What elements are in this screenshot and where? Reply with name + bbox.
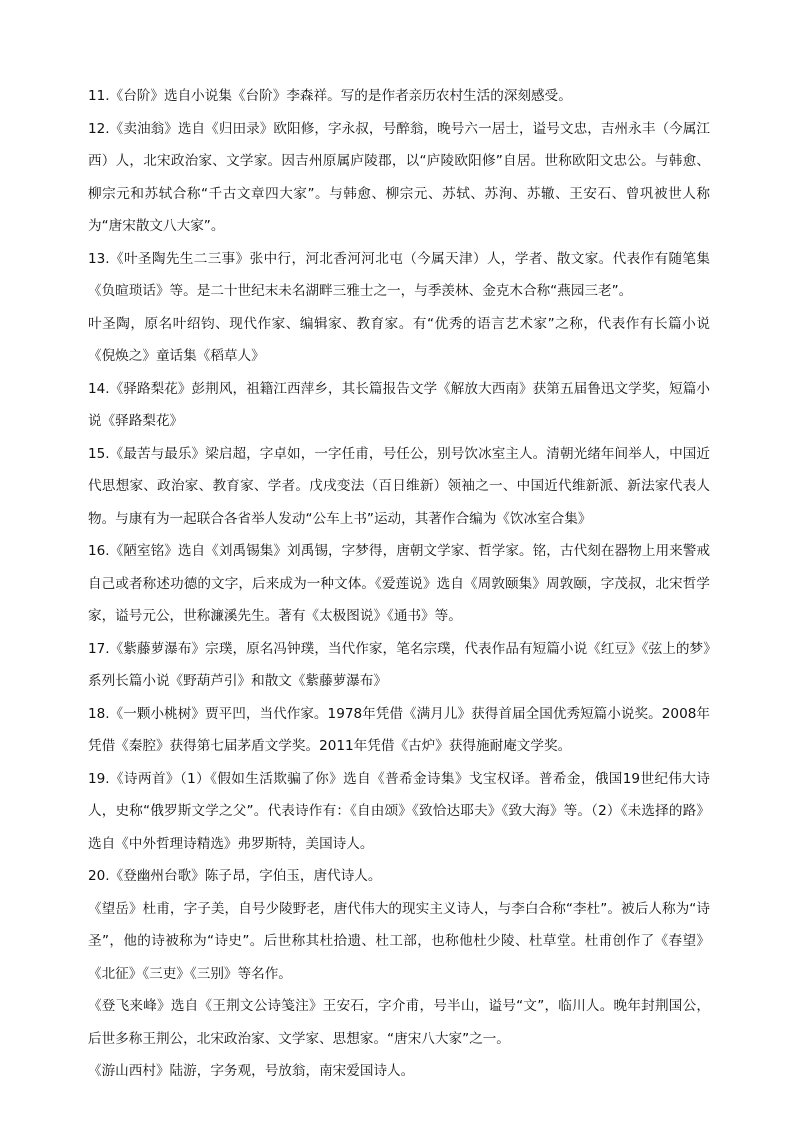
note-20-youshanxicun: 《游山西村》陆游，字务观，号放翁，南宋爱国诗人。 [88,1063,415,1079]
note-18-xiaotaoshu: 18.《一颗小桃树》贾平凹，当代作家。1978年凭借《满月儿》获得首届全国优秀短篇小说奖。2008年凭借《秦腔》获得第七届茅盾文学奖。2011年凭借《古炉》获得施耐庵文学奖。 [88,705,710,754]
note-13-yeshengtao: 13.《叶圣陶先生二三事》张中行，河北香河河北屯（今属天津）人，学者、散文家。代表作有随笔集《负暄琐话》等。是二十世纪末未名湖畔三雅士之一，与季羡林、金克木合称“燕园三老”。 [88,250,710,299]
note-20-dengfeilaifeng: 《登飞来峰》选自《王荆文公诗笺注》王安石，字介甫，号半山，谥号“文”，临川人。晚年封荆国公，后世多称王荆公，北宋政治家、文学家、思想家。“唐宋八大家”之一。 [88,998,710,1047]
note-11-taijie: 11.《台阶》选自小说集《台阶》李森祥。写的是作者亲历农村生活的深刻感受。 [88,88,572,104]
note-12-maiyouweng: 12.《卖油翁》选自《归田录》欧阳修，字永叔，号醉翁，晚号六一居士，谥号文忠，吉州永丰（今属江西）人，北宋政治家、文学家。因吉州原属庐陵郡，以“庐陵欧阳修”自居。世称欧阳文忠公。与韩愈、柳宗元和苏轼合称“千古文章四大家”。与韩愈、柳宗元、苏轼、苏洵、苏辙、王安石、曾巩被世人称为“唐宋散文八大家”。 [88,120,710,234]
document-page [88,80,710,1088]
note-16-loushiming: 16.《陋室铭》选自《刘禹锡集》刘禹锡，字梦得，唐朝文学家、哲学家。铭，古代刻在器物上用来警戒自己或者称述功德的文字，后来成为一种文体。《爱莲说》选自《周敦颐集》周敦颐，字茂叔，北宋哲学家，谥号元公，世称濂溪先生。著有《太极图说》《通书》等。 [88,543,710,624]
note-19-shiliangshou: 19.《诗两首》（1）《假如生活欺骗了你》选自《普希金诗集》戈宝权译。普希金，俄国19世纪伟大诗人，史称“俄罗斯文学之父”。代表诗作有：《自由颂》《致恰达耶夫》《致大海》等。（2）《未选择的路》选自《中外哲理诗精选》弗罗斯特，美国诗人。 [88,770,710,852]
note-14-yilulihua: 14.《驿路梨花》彭荆风，祖籍江西萍乡，其长篇报告文学《解放大西南》获第五届鲁迅文学奖，短篇小说《驿路梨花》 [88,380,710,429]
note-13-yeshengtao-bio: 叶圣陶，原名叶绍钧、现代作家、编辑家、教育家。有“优秀的语言艺术家”之称，代表作有长篇小说《倪焕之》童话集《稻草人》 [88,315,710,364]
note-20-dengyouzhou: 20.《登幽州台歌》陈子昂，字伯玉，唐代诗人。 [88,868,382,884]
note-20-wangyue: 《望岳》杜甫，字子美，自号少陵野老，唐代伟大的现实主义诗人，与李白合称“李杜”。被后人称为“诗圣”，他的诗被称为“诗史”。后世称其杜拾遗、杜工部，也称他杜少陵、杜草堂。杜甫创作了《春望》《北征》《三吏》《三别》等名作。 [88,900,710,982]
note-15-zuikuyuzuile: 15.《最苦与最乐》梁启超，字卓如，一字任甫，号任公，别号饮冰室主人。清朝光绪年间举人，中国近代思想家、政治家、教育家、学者。戊戌变法（百日维新）领袖之一、中国近代维新派、新法家代表人物。与康有为一起联合各省举人发动“公车上书”运动，其著作合编为《饮冰室合集》 [88,445,710,527]
note-17-ziteng: 17.《紫藤萝瀑布》宗璞，原名冯钟璞，当代作家，笔名宗璞，代表作品有短篇小说《红豆》《弦上的梦》系列长篇小说《野葫芦引》和散文《紫藤萝瀑布》 [88,640,710,689]
